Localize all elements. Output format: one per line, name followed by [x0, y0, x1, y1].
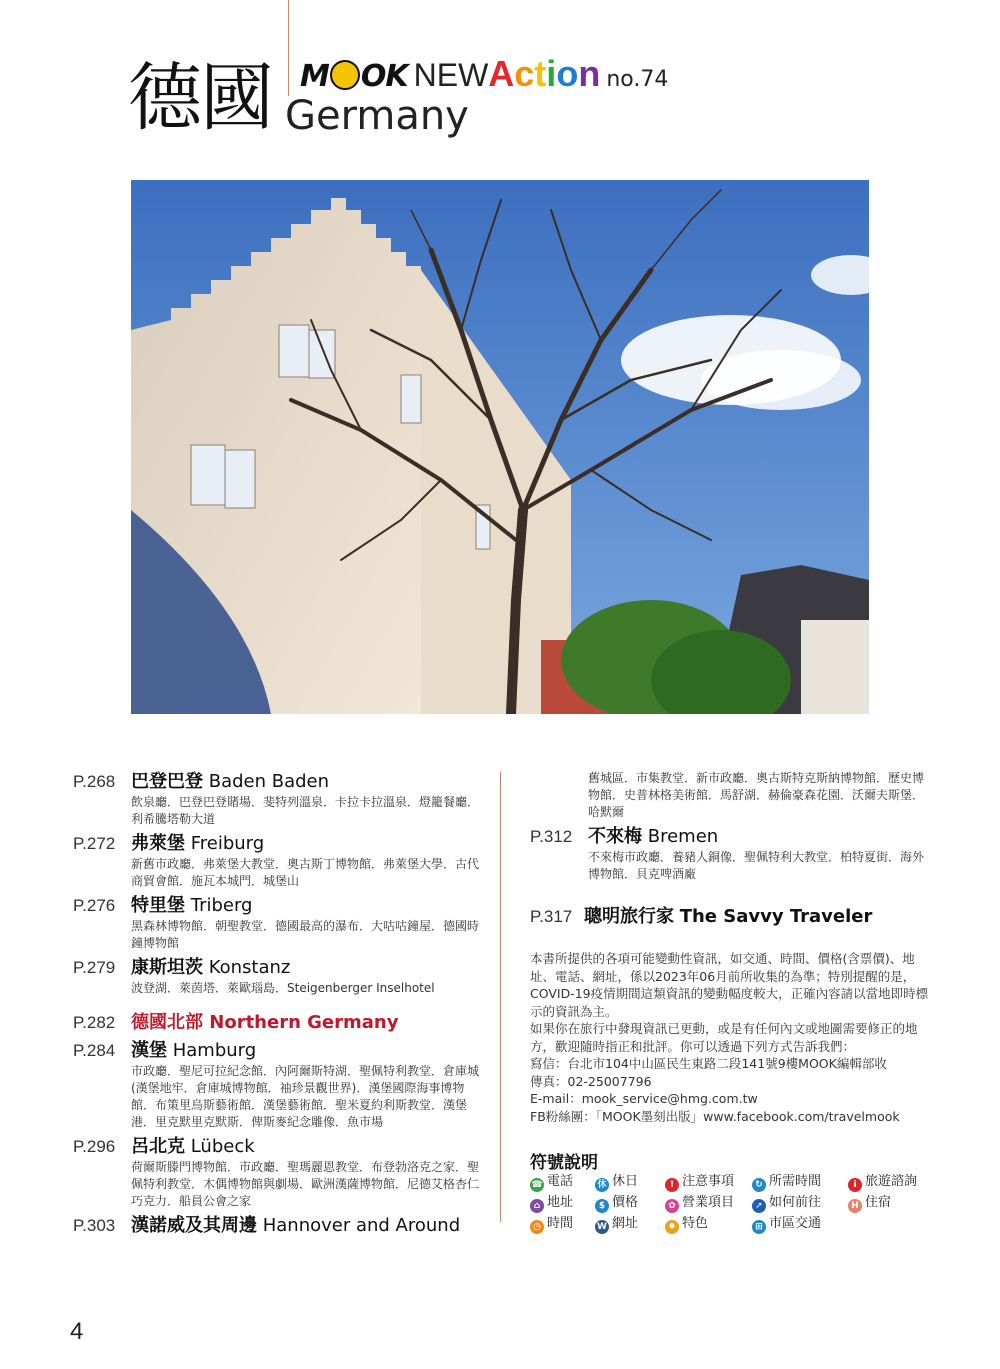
toc-title-cn: 德國北部 [131, 1012, 203, 1033]
notice-line: 傳真：02-25007796 [530, 1073, 652, 1089]
notice-line: E-mail：mook_service@hmg.com.tw [530, 1091, 758, 1106]
brand-action-letter: t [534, 53, 547, 94]
brand-action-letter: o [556, 53, 579, 94]
toc-entry-desc: 新舊市政廳．弗萊堡大教堂．奧古斯丁博物館．弗萊堡大學．古代商貿會館．施瓦本城門．城堡山 [131, 857, 480, 888]
toc-title-cn: 聰明旅行家 [583, 906, 674, 927]
toc-title-cn: 巴登巴登 [131, 771, 203, 792]
toc-right-column [530, 770, 935, 887]
legend-label: 所需時間 [769, 1174, 822, 1189]
legend-item [530, 1191, 573, 1213]
legend-item [665, 1170, 734, 1192]
toc-page: P.284 [73, 1041, 116, 1060]
legend-label: 住宿 [865, 1195, 892, 1210]
legend-title: 符號說明 [530, 1153, 598, 1173]
toc-entry-desc: 飲泉廳．巴登巴登賭場．斐特列溫泉．卡拉卡拉溫泉．燈籠餐廳．利希騰塔勒大道 [131, 795, 480, 826]
toc-entry-bremen[interactable] [530, 825, 935, 883]
legend-label: 休日 [612, 1174, 639, 1189]
legend-row [530, 1191, 950, 1212]
toc-entry[interactable] [73, 894, 483, 952]
toc-entry[interactable] [73, 1011, 483, 1035]
legend-label: 時間 [547, 1216, 574, 1231]
brand-logo [300, 54, 668, 100]
phone-icon: ☎ [531, 1180, 543, 1190]
toc-title-en: Triberg [185, 895, 253, 916]
hotel-icon: H [848, 1199, 862, 1213]
legend-item [752, 1170, 821, 1192]
toc-page: P.276 [73, 896, 116, 915]
toc-page: P.317 [530, 907, 573, 926]
toc-entry[interactable] [73, 770, 483, 828]
clock-icon: ◷ [530, 1220, 544, 1234]
legend-item [848, 1191, 891, 1213]
toc-title-cn: 康斯坦茨 [131, 957, 203, 978]
legend-row [530, 1212, 950, 1233]
brand-action [488, 53, 600, 94]
toc-page: P.296 [73, 1137, 116, 1156]
legend-row [530, 1170, 950, 1191]
brand-mook: M OK [300, 59, 408, 94]
legend-label: 網址 [612, 1216, 639, 1231]
directions-icon: ➚ [752, 1199, 766, 1213]
cover-photo [131, 180, 869, 714]
toc-title-en: Northern Germany [203, 1012, 399, 1033]
legend-item [595, 1170, 638, 1192]
toc-left-column [73, 770, 483, 1242]
legend-label: 旅遊諮詢 [865, 1174, 918, 1189]
brand-action-letter: A [488, 53, 515, 94]
column-divider [500, 772, 501, 1222]
page-title-cn: 德國 [128, 55, 272, 141]
toc-title-en: Lübeck [185, 1136, 255, 1157]
toc-entry[interactable] [73, 1135, 483, 1210]
toc-entry-savvy[interactable] [530, 902, 872, 928]
warning-icon: ! [665, 1178, 679, 1192]
notice-line: FB粉絲團：「MOOK墨刻出版」www.facebook.com/travelmook [530, 1108, 900, 1124]
toc-title-cn: 漢諾威及其周邊 [131, 1215, 257, 1236]
toc-title-cn: 不來梅 [588, 826, 642, 847]
page-title-en: Germany [285, 93, 469, 139]
legend-item [665, 1191, 734, 1213]
holiday-icon: 休 [595, 1178, 609, 1192]
legend-item [848, 1170, 917, 1192]
transit-icon: ⊞ [752, 1220, 766, 1234]
toc-entry-desc: 市政廳．聖尼可拉紀念館．內阿爾斯特湖．聖佩特利教堂．倉庫城(漢堡地牢．倉庫城博物館．袖珍景觀世界)．漢堡國際海事博物館．布策里烏斯藝術館．漢堡藝術館．聖米夏約利斯教堂．漢堡港．里克默里克默斯．俾斯麥紀念雕像．魚市場 [131, 1064, 480, 1129]
legend-label: 特色 [682, 1216, 709, 1231]
legend-label: 如何前往 [769, 1195, 822, 1210]
legend-item [530, 1212, 573, 1234]
toc-entry-desc: 波登湖．萊茵塔．萊歐瑙島．Steigenberger Inselhotel [131, 981, 435, 995]
legend-item [752, 1191, 821, 1213]
toc-entry[interactable] [73, 956, 483, 997]
toc-page: P.312 [530, 827, 573, 846]
price-icon: $ [595, 1199, 609, 1213]
legend-item [595, 1191, 638, 1213]
toc-page: P.268 [73, 772, 116, 791]
info-icon: i [848, 1178, 862, 1192]
toc-title-cn: 特里堡 [131, 895, 185, 916]
legend-item [595, 1212, 638, 1234]
brand-action-letter: c [514, 53, 535, 94]
toc-title-cn: 呂北克 [131, 1136, 185, 1157]
toc-entry-desc: 荷爾斯滕門博物館．市政廳．聖瑪麗恩教堂．布登勃洛克之家．聖佩特利教堂．木偶博物館與劇場．歐洲漢薩博物館．尼德艾格杏仁巧克力．船員公會之家 [131, 1160, 480, 1208]
legend-label: 營業項目 [682, 1195, 735, 1210]
toc-title-en: Bremen [647, 826, 719, 847]
toc-title-en: Konstanz [203, 957, 291, 978]
toc-entry-desc: 舊城區．市集教堂．新市政廳．奧古斯特克斯納博物館．歷史博物館．史普林格美術館．馬舒湖．赫倫豪森花園．沃爾夫斯堡．哈默爾 [588, 771, 925, 819]
legend-label: 價格 [612, 1195, 639, 1210]
brand-new: NEW [413, 57, 489, 93]
toc-title-cn: 弗萊堡 [131, 833, 185, 854]
brand-action-letter: i [546, 53, 557, 94]
header-rule [288, 0, 289, 96]
website-icon: W [595, 1220, 609, 1234]
duration-icon: ↻ [752, 1178, 766, 1192]
legend-item [665, 1212, 708, 1234]
toc-entry[interactable] [73, 832, 483, 890]
notice-block [530, 950, 935, 1125]
toc-page: P.282 [73, 1013, 116, 1032]
smiley-icon [330, 60, 360, 90]
address-icon: ⌂ [530, 1199, 544, 1213]
legend-label: 注意事項 [682, 1174, 735, 1189]
legend [530, 1170, 950, 1233]
toc-title-en: Freiburg [185, 833, 265, 854]
toc-title-en: The Savvy Traveler [679, 906, 873, 927]
toc-title-en: Hannover and Around [257, 1215, 461, 1236]
brand-action-letter: n [578, 53, 601, 94]
toc-title-cn: 漢堡 [131, 1040, 167, 1061]
legend-item [530, 1170, 573, 1192]
legend-label: 電話 [547, 1174, 574, 1189]
toc-entry[interactable] [73, 1039, 483, 1131]
page-number: 4 [70, 1318, 84, 1345]
toc-entry-desc: 不來梅市政廳．養豬人銅像．聖佩特利大教堂．柏特夏街．海外博物館．貝克啤酒廠 [588, 850, 925, 881]
toc-page: P.272 [73, 834, 116, 853]
legend-label: 地址 [547, 1195, 574, 1210]
toc-page: P.279 [73, 958, 116, 977]
notice-line: 本書所提供的各項可能變動性資訊，如交通、時間、價格(含票價)、地址、電話、網址，係以2023年06月前所收集的為準；特別提醒的是，COVID-19疫情期間這類資訊的變動幅度較大，正確內容請以當地即時標示的資訊為主。 [530, 951, 929, 1019]
legend-label: 市區交通 [769, 1216, 822, 1231]
toc-title-en: Hamburg [167, 1040, 257, 1061]
notice-line: 寫信：台北市104中山區民生東路二段141號9樓MOOK編輯部收 [530, 1056, 887, 1071]
toc-title-en: Baden Baden [203, 771, 330, 792]
service-icon: ✿ [665, 1199, 679, 1213]
toc-entry[interactable] [73, 1214, 483, 1238]
notice-line: 如果你在旅行中發現資訊已更動，或是有任何內文或地圖需要修正的地方，歡迎隨時指正和批評。你可以透過下列方式告訴我們： [530, 1021, 918, 1054]
issue-number: no.74 [606, 67, 669, 92]
toc-entry-desc: 黑森林博物館．朝聖教堂．德國最高的瀑布．大咕咕鐘屋．德國時鐘博物館 [131, 919, 480, 950]
feature-icon: ✸ [665, 1220, 679, 1234]
legend-item [752, 1212, 821, 1234]
toc-page: P.303 [73, 1216, 116, 1235]
